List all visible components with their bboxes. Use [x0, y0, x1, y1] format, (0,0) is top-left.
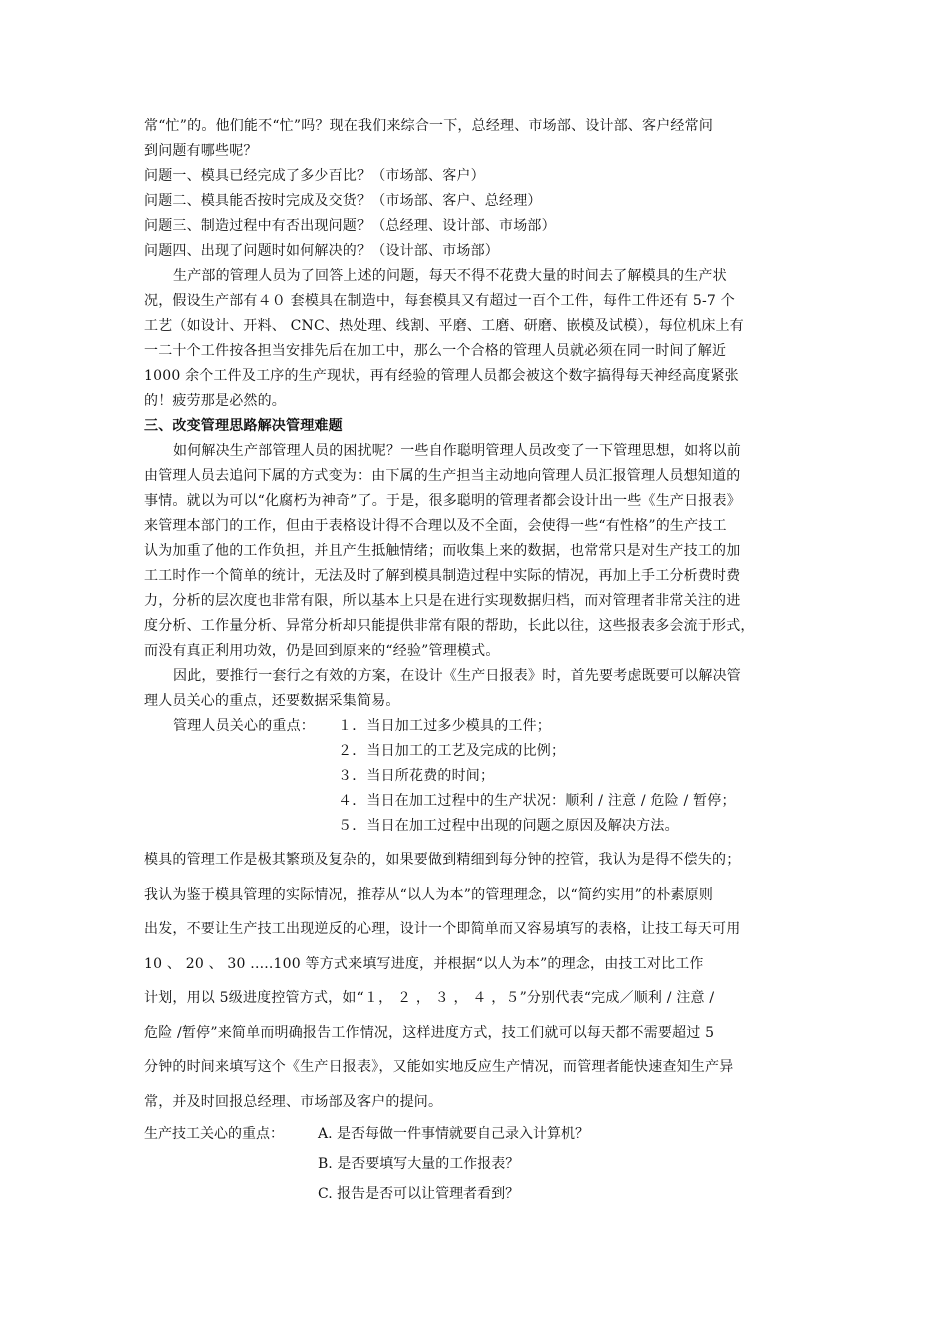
question-3: 问题三、制造过程中有否出现问题？（总经理、设计部、市场部） — [144, 218, 556, 234]
text-line: 如何解决生产部管理人员的困扰呢？一些自作聪明管理人员改变了一下管理思想，如将以前 — [173, 443, 741, 459]
section-heading: 三、改变管理思路解决管理难题 — [144, 418, 343, 434]
text-line: 分钟的时间来填写这个《生产日报表》，又能如实地反应生产情况，而管理者能快速查知生产异 — [144, 1059, 734, 1075]
text-line: 常“忙”的。他们能不“忙”吗？现在我们来综合一下，总经理、市场部、设计部、客户经常问 — [144, 118, 714, 134]
text-line: 生产部的管理人员为了回答上述的问题，每天不得不花费大量的时间去了解模具的生产状 — [173, 268, 727, 284]
text-line: 由管理人员去追问下属的方式变为：由下属的生产担当主动地向管理人员汇报管理人员想知道的 — [144, 468, 741, 484]
text-line: 来管理本部门的工作，但由于表格设计得不合理以及不全面，会使得一些“有性格”的生产技工 — [144, 518, 727, 534]
text-line: 我认为鉴于模具管理的实际情况，推荐从“以人为本”的管理理念，以“简约实用”的朴素原则 — [144, 886, 714, 903]
text-line: 1000 余个工件及工序的生产现状，再有经验的管理人员都会被这个数字搞得每天神经高度紧张 — [144, 368, 739, 384]
manager-focus-item — [144, 739, 808, 764]
manager-focus-label: 管理人员关心的重点： — [173, 718, 315, 734]
question-2: 问题二、模具能否按时完成及交货？（市场部、客户、总经理） — [144, 193, 542, 209]
text-line: 况，假设生产部有４０ 套模具在制造中，每套模具又有超过一百个工件，每件工件还有 5-7 个 — [144, 293, 735, 309]
conclusion-paragraph — [144, 843, 808, 1119]
text-line: 的！疲劳那是必然的。 — [144, 393, 286, 409]
list-item: ５．当日在加工过程中出现的问题之原因及解决方法。 — [338, 818, 679, 834]
text-line: 理人员关心的重点，还要数据采集简易。 — [144, 693, 400, 709]
worker-focus-label: 生产技工关心的重点： — [144, 1126, 284, 1142]
text-line: 工工时作一个简单的统计，无法及时了解到模具制造过程中实际的情况，再加上手工分析费时费 — [144, 568, 741, 584]
text-line: 而没有真正利用功效，仍是回到原来的“经验”管理模式。 — [144, 643, 500, 659]
list-item: ３．当日所花费的时间； — [338, 768, 495, 784]
worker-focus-item — [144, 1119, 808, 1149]
text-line: 工艺（如设计、开料、 CNC、热处理、线割、平磨、工磨、研磨、嵌模及试模），每位机床上有 — [144, 318, 744, 334]
list-item: ４．当日在加工过程中的生产状况：顺利 / 注意 / 危险 / 暂停； — [338, 793, 736, 809]
manager-focus-item — [144, 764, 808, 789]
text-line: 危险 /暂停”来简单而明确报告工作情况，这样进度方式，技工们就可以每天都不需要超过 5 — [144, 1024, 715, 1041]
question-1: 问题一、模具已经完成了多少百比？（市场部、客户） — [144, 168, 485, 184]
text-line: 计划，用以 5级进度控管方式，如“１， ２ ， ３ ， ４ ，５”分别代表“完成／顺利 / 注意 / — [144, 990, 715, 1006]
manager-focus-item — [144, 714, 808, 739]
text-line: 因此，要推行一套行之有效的方案，在设计《生产日报表》时，首先要考虑既要可以解决管 — [173, 668, 741, 684]
list-item: C. 报告是否可以让管理者看到？ — [318, 1186, 520, 1202]
text-line: 模具的管理工作是极其繁琐及复杂的，如果要做到精细到每分钟的控管，我认为是得不偿失的； — [144, 852, 741, 868]
text-line: 10 、 20 、 30 .....100 等方式来填写进度，并根据“以人为本”的理念，由技工对比工作 — [144, 955, 704, 972]
list-item: ２．当日加工的工艺及完成的比例； — [338, 743, 566, 759]
text-line: 度分析、工作量分析、异常分析却只能提供非常有限的帮助，长此以往，这些报表多会流于形式， — [144, 618, 755, 634]
list-item: B. 是否要填写大量的工作报表？ — [318, 1156, 520, 1172]
worker-focus-item — [144, 1179, 808, 1209]
text-line: 力，分析的层次度也非常有限，所以基本上只是在进行实现数据归档，而对管理者非常关注的进 — [144, 593, 741, 609]
text-line: 到问题有哪些呢？ — [144, 143, 258, 159]
document-page — [144, 114, 808, 1209]
list-item: A. 是否每做一件事情就要自己录入计算机？ — [318, 1126, 590, 1142]
text-line: 常，并及时回报总经理、市场部及客户的提问。 — [144, 1093, 443, 1110]
text-line: 出发，不要让生产技工出现逆反的心理，设计一个即简单而又容易填写的表格，让技工每天可用 — [144, 921, 741, 937]
worker-focus-item — [144, 1149, 808, 1179]
text-line: 一二十个工件按各担当安排先后在加工中，那么一个合格的管理人员就必须在同一时间了解近 — [144, 343, 727, 359]
question-4: 问题四、出现了问题时如何解决的？（设计部、市场部） — [144, 243, 499, 259]
manager-focus-item — [144, 814, 808, 839]
text-line: 认为加重了他的工作负担，并且产生抵触情绪；而收集上来的数据，也常常只是对生产技工的加 — [144, 543, 741, 559]
text-line: 事情。就以为可以“化腐朽为神奇”了。于是，很多聪明的管理者都会设计出一些《生产日报表》 — [144, 493, 741, 509]
list-item: １．当日加工过多少模具的工件； — [338, 718, 551, 734]
manager-focus-item — [144, 789, 808, 814]
